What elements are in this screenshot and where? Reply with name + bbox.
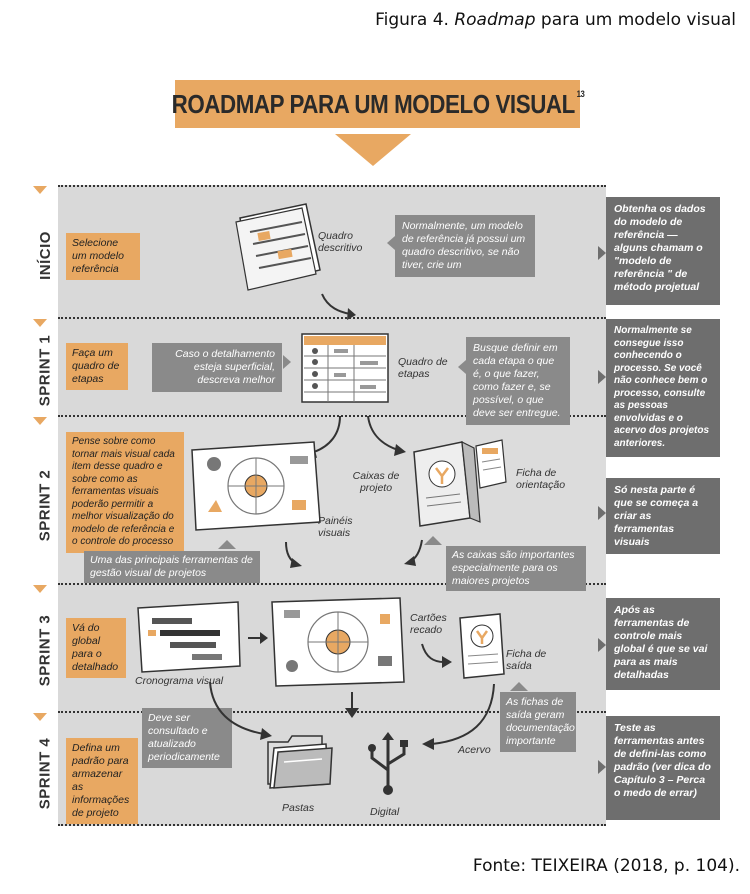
row-marker-icon — [33, 186, 47, 194]
ficha-de-saida-illustration — [456, 612, 508, 682]
sprint2-tip-bottom-left: Uma das principais ferramentas de gestão visual de projetos — [84, 551, 260, 583]
row-label-sprint4 — [30, 718, 60, 828]
pointer-icon — [510, 682, 528, 691]
roadmap-title — [171, 89, 584, 120]
pointer-icon — [598, 370, 606, 384]
sprint2-tip-bottom-right: As caixas são importantes especialmente para os maiores projetos — [446, 546, 586, 591]
row-label-text: SPRINT 4 — [36, 737, 54, 809]
caixas-de-projeto-illustration — [400, 432, 510, 532]
row-label-sprint3 — [30, 590, 60, 710]
digital-label: Digital — [370, 806, 400, 818]
sprint1-tip-right: Busque definir em cada etapa o que é, o que fazer, como fazer e, se possível, o que deve ser entregue. — [466, 337, 570, 425]
flow-arrow-icon — [246, 628, 270, 648]
quadro-descritivo-illustration — [228, 200, 328, 295]
row-label-text: SPRINT 2 — [36, 469, 54, 541]
pointer-icon — [387, 236, 395, 250]
folder-icon — [262, 728, 336, 792]
flow-arrow-icon — [318, 292, 358, 324]
pointer-icon — [218, 540, 236, 549]
sprint4-tip: Deve ser consultado e atualizado periodicamente — [142, 708, 232, 768]
caixas-de-projeto-label: Caixas de projeto — [352, 470, 400, 494]
sprint4-action-note: Defina um padrão para armazenar as informações de projeto — [66, 738, 138, 824]
caption-prefix: Figura 4. — [375, 10, 455, 30]
sprint4-side-note: Teste as ferramentas antes de defini-las como padrão (ver dica do Capítulo 3 – Perca o medo de errar) — [606, 716, 720, 820]
flow-arrow-icon — [400, 538, 430, 568]
roadmap-title-text: ROADMAP PARA UM MODELO VISUAL — [171, 88, 575, 119]
quadro-de-etapas-label: Quadro de etapas — [398, 356, 448, 380]
inicio-action-note: Selecione um modelo referência — [66, 233, 140, 280]
inicio-side-note: Obtenha os dados do modelo de referência — alguns chamam o "modelo de referência " de método projetual — [606, 197, 720, 305]
pointer-icon — [598, 638, 606, 652]
row-label-sprint2 — [30, 425, 60, 585]
pointer-icon — [283, 355, 291, 369]
usb-icon — [360, 730, 416, 796]
pastas-label: Pastas — [282, 802, 315, 814]
quadro-descritivo-label: Quadro descritivo — [318, 230, 363, 254]
caption-suffix: para um modelo visual — [535, 10, 736, 30]
title-footnote-number: 13 — [576, 88, 584, 99]
paineis-visuais-label: Painéis visuais — [318, 515, 353, 539]
pointer-icon — [598, 506, 606, 520]
row-label-sprint1 — [30, 325, 60, 415]
row-marker-icon — [33, 417, 47, 425]
pointer-icon — [598, 760, 606, 774]
flow-arrow-icon — [280, 540, 310, 570]
flow-arrow-icon — [420, 640, 454, 670]
roadmap-title-banner — [171, 80, 584, 128]
sprint2-action-note: Pense sobre como tornar mais visual cada item desse quadro e sobre como as ferramentas visuais poderão permitir a melhor visualização do modelo de referência e o controle do processo — [66, 432, 184, 553]
row-label-text: SPRINT 3 — [36, 614, 54, 686]
pointer-icon — [598, 246, 606, 260]
sprint1-side-note: Normalmente se consegue isso conhecendo o processo. Se você não conhece bem o processo, consulte as pessoas envolvidas e o acervo dos projetos anteriores. — [606, 319, 720, 457]
sprint3-tip: As fichas de saída geram documentação importante — [500, 692, 576, 752]
row-label-inicio — [30, 195, 60, 315]
flow-arrow-icon — [340, 690, 364, 720]
cronograma-visual-label: Cronograma visual — [135, 675, 224, 687]
flow-arrow-icon — [420, 682, 500, 752]
pointer-icon — [458, 360, 466, 374]
cronograma-visual-illustration — [134, 600, 244, 680]
sprint1-tip-left: Caso o detalhamento esteja superficial, descreva melhor — [152, 343, 282, 392]
sprint3-side-note: Após as ferramentas de controle mais global é que se vai para as mais detalhadas — [606, 598, 720, 690]
sprint3-action-note: Vá do global para o detalhado — [66, 618, 126, 678]
sprint1-action-note: Faça um quadro de etapas — [66, 343, 128, 390]
ficha-de-orientacao-label: Ficha de orientação — [516, 467, 566, 491]
source-caption: Fonte: TEIXEIRA (2018, p. 104). — [472, 856, 740, 876]
row-label-text: SPRINT 1 — [36, 334, 54, 406]
painel-global-illustration — [268, 596, 408, 690]
paineis-visuais-illustration — [186, 440, 326, 535]
acervo-label: Acervo — [458, 744, 491, 756]
row-label-text: INÍCIO — [36, 230, 54, 280]
inicio-tip: Normalmente, um modelo de referência já possui um quadro descritivo, se não tiver, crie um — [395, 215, 535, 277]
funnel-arrow-icon — [335, 134, 411, 166]
cartoes-recado-label: Cartões recado — [410, 612, 447, 636]
quadro-de-etapas-illustration — [298, 328, 394, 408]
figure-caption — [375, 10, 736, 30]
ficha-de-saida-label: Ficha de saída — [506, 648, 547, 672]
caption-italic: Roadmap — [454, 10, 536, 30]
sprint2-side-note: Só nesta parte é que se começa a criar as ferramentas visuais — [606, 478, 720, 554]
